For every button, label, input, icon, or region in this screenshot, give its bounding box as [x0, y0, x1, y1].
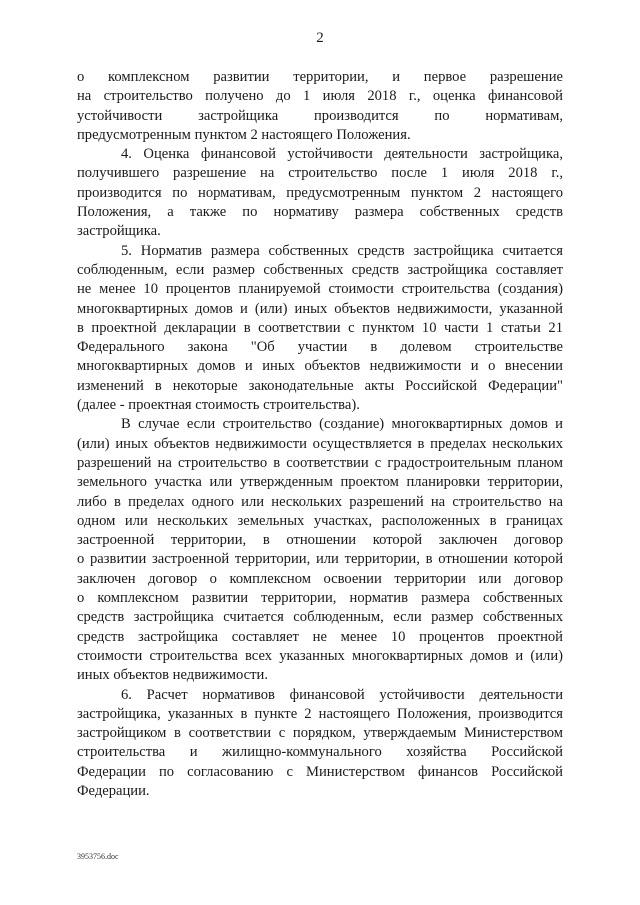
text-line: на строительство получено до 1 июля 2018 г., оценка финансовой [77, 88, 563, 105]
text-line: земельного участка или утвержденным проектом планировки территории, [77, 474, 563, 491]
text-line: о комплексном развитии территории, и первое разрешение [77, 69, 563, 85]
text-line: стоимости строительства всех указанных многоквартирных домов и (или) [77, 647, 563, 664]
text-line: средств застройщика составляет не менее 10 процентов проектной [77, 628, 563, 645]
text-line: Положения, а также по нормативу размера собственных средств [77, 204, 563, 221]
text-line: производится по нормативам, предусмотренным пунктом 2 настоящего [77, 184, 563, 201]
text-line: разрешений на строительство в соответствии с градостроительным планом [77, 454, 563, 471]
text-line: о комплексном развитии территории, норматив размера собственных [77, 590, 563, 607]
text-line: о развитии застроенной территории, или территории, в отношении которой [77, 551, 563, 568]
text-line: иных объектов недвижимости. [77, 667, 268, 684]
paragraph-item-4 [77, 145, 563, 241]
paragraph-multiple-permits [77, 415, 563, 685]
text-line: Федерального закона "Об участии в долевом строительстве [77, 339, 563, 356]
paragraph-item-5 [77, 242, 563, 416]
text-line: Федерации по согласованию с Министерством финансов Российской [77, 763, 563, 780]
text-line: либо в пределах одного или нескольких разрешений на строительство на [77, 493, 563, 510]
text-line: соблюденным, если размер собственных средств застройщика составляет [77, 261, 563, 278]
text-line: средств застройщика считается соблюденным, если размер собственных [77, 609, 563, 626]
text-line: 6. Расчет нормативов финансовой устойчивости деятельности [121, 686, 563, 703]
text-line: 4. Оценка финансовой устойчивости деятельности застройщика, [121, 146, 563, 163]
text-line: застройщика. [77, 223, 161, 240]
text-line: В случае если строительство (создание) многоквартирных домов и [121, 416, 563, 433]
text-line: не менее 10 процентов планируемой стоимости строительства (создания) [77, 281, 563, 298]
text-line: (или) иных объектов недвижимости осуществляется в пределах нескольких [77, 435, 563, 452]
page-number: 2 [316, 30, 324, 46]
text-line: предусмотренным пунктом 2 настоящего Положения. [77, 126, 411, 143]
text-line: многоквартирных домов и иных объектов недвижимости и о внесении [77, 358, 563, 375]
text-line: многоквартирных домов и (или) иных объектов недвижимости, указанной [77, 300, 563, 317]
text-line: 5. Норматив размера собственных средств застройщика считается [121, 242, 563, 259]
text-line: устойчивости застройщика производится по нормативам, [77, 107, 563, 124]
text-line: получившего разрешение на строительство после 1 июля 2018 г., [77, 165, 563, 182]
text-line: заключен договор о комплексном освоении территории или договор [77, 570, 563, 587]
text-line: застройщиком в соответствии с порядком, утверждаемым Министерством [77, 725, 563, 742]
text-line: строительства и жилищно-коммунального хозяйства Российской [77, 744, 563, 761]
text-line: (далее - проектная стоимость строительства). [77, 397, 360, 414]
text-line: застройщика, указанных в пункте 2 настоящего Положения, производится [77, 705, 563, 722]
text-line: в проектной декларации в соответствии с пунктом 10 части 1 статьи 21 [77, 319, 563, 336]
paragraph-continuation [77, 68, 563, 145]
document-body [77, 68, 563, 801]
text-line: Федерации. [77, 782, 150, 799]
paragraph-item-6 [77, 686, 563, 802]
document-footer-filename: 3953756.doc [77, 852, 119, 861]
text-line: изменений в некоторые законодательные акты Российской Федерации" [77, 377, 563, 394]
text-line: застроенной территории, в отношении которой заключен договор [77, 532, 563, 549]
text-line: одном или нескольких земельных участках, расположенных в границах [77, 512, 563, 529]
